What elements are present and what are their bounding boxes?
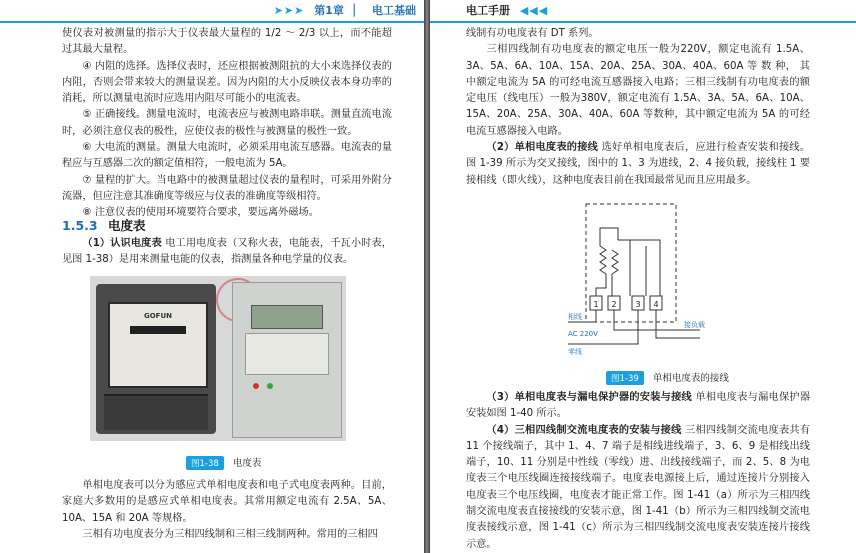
subsection-label: （1）认识电度表 <box>82 238 162 249</box>
pulse-led-icon <box>253 383 259 389</box>
left-top-text <box>62 26 392 222</box>
load-label: 接负载 <box>684 321 705 329</box>
figure-caption <box>186 455 261 470</box>
meter-terminal-cover <box>104 394 208 430</box>
chapter-number: 第1章 <box>314 4 344 17</box>
book-title: 电工手册 <box>466 4 510 17</box>
internal-wire <box>596 274 606 296</box>
paragraph: 三相四线制有功电度表的额定电压一般为220V，额定电流有 1.5A、3A、5A、6A、10A、15A、20A、25A、30A、40A、60A 等 数 种， 其中额定电流为 5A 的可经电流互感器接入电路；三相三线制有功电度表的额定电压（线电压）一般为380V，额定电流有 1.5A、3A、5A、6A、10A、15A、20A、25A、30A、40A、60A 等数种，其中额定电流为 5A 的可经电流互感器接入电路。 <box>466 44 810 137</box>
current-coil <box>600 246 606 274</box>
paragraph: ⑤ 正确接线。测量电流时，电流表应与被测电路串联。测量直流电流时，必须注意仪表的极性，应使仪表的极性与被测量的极性一致。 <box>62 109 392 137</box>
para4-label: （4）三相四线制交流电度表的安装与接线 <box>486 424 682 436</box>
left-bottom-text <box>62 478 392 543</box>
terminal-label: 2 <box>611 300 617 309</box>
chevron-right-icon: ➤➤➤ <box>273 4 305 17</box>
left-page <box>0 0 424 553</box>
terminal-label: 3 <box>635 300 641 309</box>
wiring-label: （2）单相电度表的接线 <box>486 142 599 154</box>
meter-window <box>108 302 208 388</box>
header-separator: ▏ <box>353 4 363 17</box>
meter-counter <box>130 326 186 334</box>
voltage-coil <box>612 250 618 274</box>
paragraph: ⑥ 大电流的测量。测量大电流时，必须采用电流互感器。电流表的量程应与互感器二次的额定值相符，一般电流为 5A。 <box>62 142 392 170</box>
subsection-body: 电工用电度表（又称火表，电能表，千瓦小时表，见图 1-38）是用来测量电能的仪表，指测量各种电学量的仪表。 <box>62 238 392 266</box>
figure-caption-text: 电度表 <box>232 458 262 469</box>
section-label: 电度表 <box>107 218 146 233</box>
figure-tag: 图1-38 <box>186 456 224 470</box>
paragraph: ⑦ 量程的扩大。当电路中的被测量超过仪表的量程时，可采用外附分流器，但应注意其准确度等级应与仪表的准确度等级相符。 <box>62 174 392 202</box>
paragraph: 使仪表对被测量的指示大于仪表最大量程的 1/2 ～ 2/3 以上，而不能超过其最大量程。 <box>62 28 392 56</box>
paragraph: ⑧ 注意仪表的使用环境要符合要求，要远离外磁场。 <box>82 207 319 219</box>
phase-label: 相线 <box>568 313 582 321</box>
meter-brand: GOFUN <box>143 312 173 320</box>
lcd-display <box>251 305 323 329</box>
wiring-body: 选好单相电度表后，应进行检查安装和接线。图 1-39 所示为交叉接线，图中的 1、3 为进线，2、4 接负载，接线柱 1 要接相线（即火线），这种电度表目前在我国最常见而且应用最多。 <box>466 142 811 186</box>
section-title <box>62 216 145 234</box>
left-page-header <box>274 0 416 22</box>
wiring-diagram <box>560 200 730 360</box>
header-rule <box>430 21 856 23</box>
terminal-block <box>590 296 662 310</box>
figure-caption-text: 单相电度表的接线 <box>652 373 729 384</box>
para3-label: （3）单相电度表与漏电保护器的安装与接线 <box>486 392 692 403</box>
terminal-label: 4 <box>653 300 659 309</box>
right-bottom-text <box>466 390 810 553</box>
subsection-text <box>62 236 392 269</box>
paragraph: 线制有功电度表有 DT 系列。 <box>466 28 599 39</box>
paragraph: 单相电度表可以分为感应式单相电度表和电子式电度表两种。目前，家庭大多数用的是感应式单相电度表。其常用额定电流有 2.5A、5A、10A、15A 和 20A 等规格。 <box>62 480 392 524</box>
paragraph: ④ 内阻的选择。选择仪表时，还应根据被测阻抗的大小来选择仪表的内阻，否则会带来较大的测量误差。因为内阻的大小反映仪表本身功率的消耗，所以测量电流时应选用内阻尽可能小的电流表。 <box>62 60 392 105</box>
section-number: 1.5.3 <box>62 218 98 233</box>
para4-body: 三相四线制交流电度表共有 11 个接线端子，其中 1、4、7 端子是相线进线端子，3、6、9 是相线出线端子，10、11 分别是中性线（零线）进、出线接线端子，而 2、5、8 为电度表三个电压线圈连接接线端子。电度表电源接上后，通过连接片分别接入电度表三个电压线圈，电度表才能正常工作。图 1-41（a）所示为三相四线制交流电度表直接接线的安装示意，图 1-41（b）所示为三相四线制交流电度表接线示意，图 1-41（c）所示为三相四线制交流电度表安装连接片接线示意。 <box>466 424 811 550</box>
terminal-label: 1 <box>593 300 599 309</box>
meter-label-panel <box>245 333 329 375</box>
figure-tag: 图1-39 <box>606 371 644 385</box>
electronic-meter-image <box>232 282 342 438</box>
figure-caption <box>606 370 729 385</box>
neutral-label: 零线 <box>568 348 582 356</box>
paragraph: 三相有功电度表分为三相四线制和三相三线制两种。常用的三相四 <box>82 528 378 540</box>
induction-meter-image <box>96 284 216 434</box>
chevron-left-icon: ◀◀◀ <box>519 4 549 17</box>
internal-wire <box>600 228 618 246</box>
meter-photo <box>90 276 346 441</box>
header-rule <box>0 21 424 23</box>
right-top-text <box>466 26 810 189</box>
para3-body: 单相电度表与漏电保护器安装如图 1-40 所示。 <box>466 392 811 420</box>
chapter-title: 电工基础 <box>372 4 416 17</box>
ac-voltage-label: AC 220V <box>568 330 598 338</box>
power-led-icon <box>267 383 273 389</box>
right-page-header <box>466 0 548 22</box>
internal-wire <box>618 240 630 296</box>
